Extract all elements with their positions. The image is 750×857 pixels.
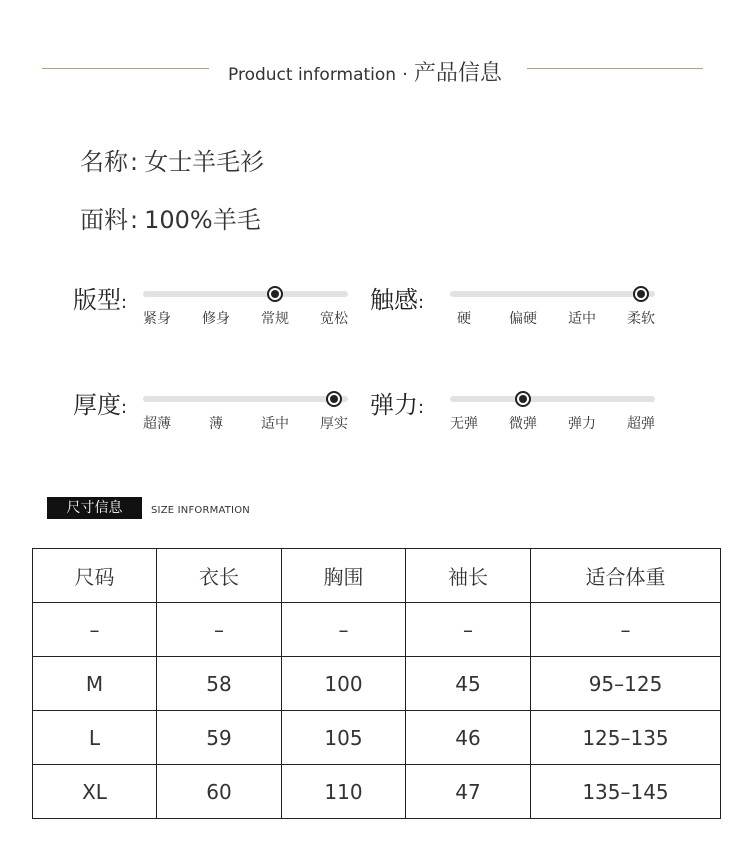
rating-option: 紧身	[143, 311, 171, 327]
table-row	[33, 657, 721, 711]
column-header: 袖长	[406, 549, 531, 603]
table-cell: 105	[282, 711, 406, 765]
header-line-left	[42, 68, 209, 69]
rating-option: 厚实	[320, 416, 348, 432]
rating-option: 常规	[261, 311, 289, 327]
section-title-dot: ·	[402, 64, 408, 85]
table-cell: 58	[157, 657, 282, 711]
rating-option: 适中	[261, 416, 289, 432]
table-cell: 47	[406, 765, 531, 819]
rating-option: 超弹	[627, 416, 655, 432]
rating-fit	[73, 280, 363, 330]
size-info-subtitle: SIZE INFORMATION	[151, 505, 250, 516]
table-cell: 110	[282, 765, 406, 819]
rating-option: 偏硬	[509, 311, 537, 327]
rating-track	[143, 291, 348, 297]
rating-label: 弹力:	[370, 391, 425, 419]
fabric-label: 面料	[80, 206, 128, 234]
rating-knob	[515, 391, 531, 407]
rating-option: 薄	[209, 416, 223, 432]
section-title-cn: 产品信息	[413, 61, 502, 86]
table-cell: 95–125	[531, 657, 721, 711]
rating-knob	[633, 286, 649, 302]
rating-option: 宽松	[320, 311, 348, 327]
table-cell: M	[33, 657, 157, 711]
rating-track	[143, 396, 348, 402]
rating-track	[450, 291, 655, 297]
table-row	[33, 603, 721, 657]
rating-option: 柔软	[627, 311, 655, 327]
rating-elasticity	[370, 385, 660, 435]
rating-label: 触感:	[370, 286, 425, 314]
section-title	[228, 56, 502, 87]
table-cell: XL	[33, 765, 157, 819]
table-cell: –	[282, 603, 406, 657]
table-cell: 100	[282, 657, 406, 711]
table-cell: 135–145	[531, 765, 721, 819]
column-header: 衣长	[157, 549, 282, 603]
rating-knob	[326, 391, 342, 407]
product-name-value: 女士羊毛衫	[144, 148, 265, 176]
rating-option: 硬	[457, 311, 471, 327]
rating-option: 超薄	[143, 416, 171, 432]
product-name-row	[80, 142, 264, 177]
rating-touch	[370, 280, 660, 330]
table-row	[33, 765, 721, 819]
fabric-row	[80, 200, 261, 235]
size-info-tag: 尺寸信息	[47, 497, 142, 519]
size-table	[32, 548, 721, 819]
table-cell: L	[33, 711, 157, 765]
fabric-value: 100%羊毛	[144, 206, 261, 234]
column-header: 胸围	[282, 549, 406, 603]
header-line-right	[527, 68, 703, 69]
table-cell: –	[531, 603, 721, 657]
colon: :	[130, 148, 139, 176]
table-header-row	[33, 549, 721, 603]
table-cell: –	[406, 603, 531, 657]
rating-thickness	[73, 385, 363, 435]
table-cell: 59	[157, 711, 282, 765]
product-name-label: 名称	[80, 148, 128, 176]
section-title-en: Product information	[228, 65, 397, 85]
rating-option: 微弹	[509, 416, 537, 432]
table-cell: 46	[406, 711, 531, 765]
column-header: 尺码	[33, 549, 157, 603]
rating-option: 适中	[568, 311, 596, 327]
column-header: 适合体重	[531, 549, 721, 603]
rating-option: 修身	[202, 311, 230, 327]
table-cell: 125–135	[531, 711, 721, 765]
rating-option: 无弹	[450, 416, 478, 432]
rating-label: 版型:	[73, 286, 128, 314]
rating-option: 弹力	[568, 416, 596, 432]
rating-label: 厚度:	[73, 391, 128, 419]
rating-track	[450, 396, 655, 402]
table-cell: –	[33, 603, 157, 657]
rating-knob	[267, 286, 283, 302]
table-row	[33, 711, 721, 765]
table-cell: 45	[406, 657, 531, 711]
table-cell: 60	[157, 765, 282, 819]
colon: :	[130, 206, 139, 234]
table-cell: –	[157, 603, 282, 657]
